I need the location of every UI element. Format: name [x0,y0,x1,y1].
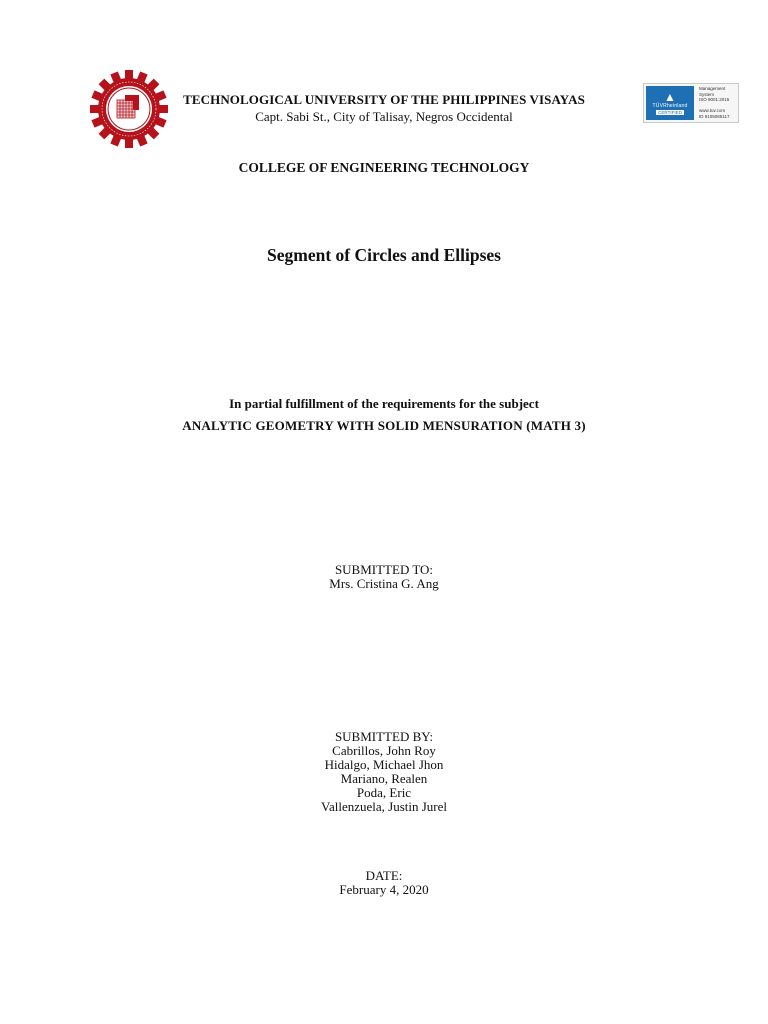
student-name: Hidalgo, Michael Jhon [324,757,444,772]
submitted-by-label: SUBMITTED BY: [334,729,434,744]
tuv-certification-icon [643,83,739,123]
college-name: COLLEGE OF ENGINEERING TECHNOLOGY [238,160,530,175]
submitted-to-block [0,563,768,591]
student-name: Poda, Eric [356,785,412,800]
student-name: Mariano, Realen [340,771,428,786]
tuv-line: System [699,91,715,97]
student-name: Vallenzuela, Justin Jurel [321,799,447,814]
tuv-line: ISO 9001:2015 [699,97,730,102]
date-label: DATE: [365,868,403,883]
tuv-brand: TÜVRheinland [652,103,688,109]
university-name: TECHNOLOGICAL UNIVERSITY OF THE PHILIPPINES VISAYAS [183,92,585,107]
tuv-line: www.tuv.com [699,108,726,113]
subject-name: ANALYTIC GEOMETRY WITH SOLID MENSURATION (MATH 3) [182,418,586,433]
submitted-to-label: SUBMITTED TO: [334,562,434,577]
date-value: February 4, 2020 [339,882,429,897]
triangle-icon: ▲ [664,90,676,104]
tuv-badge: CERTIFIED [658,110,682,115]
tuv-line: Management [699,86,726,91]
tuv-details [696,84,738,122]
instructor-name: Mrs. Cristina G. Ang [329,576,439,591]
tuv-line: ID 9105085117 [699,113,730,119]
university-seal-icon [90,70,168,148]
tuv-mark [646,86,694,120]
student-name: Cabrillos, John Roy [332,743,436,758]
date-block [0,869,768,897]
institution-header [168,92,600,125]
page-title: Segment of Circles and Ellipses [267,245,501,265]
submitted-by-block [0,730,768,814]
university-address: Capt. Sabi St., City of Talisay, Negros Occidental [255,109,513,124]
fulfillment-statement: In partial fulfillment of the requirements for the subject [229,396,539,411]
